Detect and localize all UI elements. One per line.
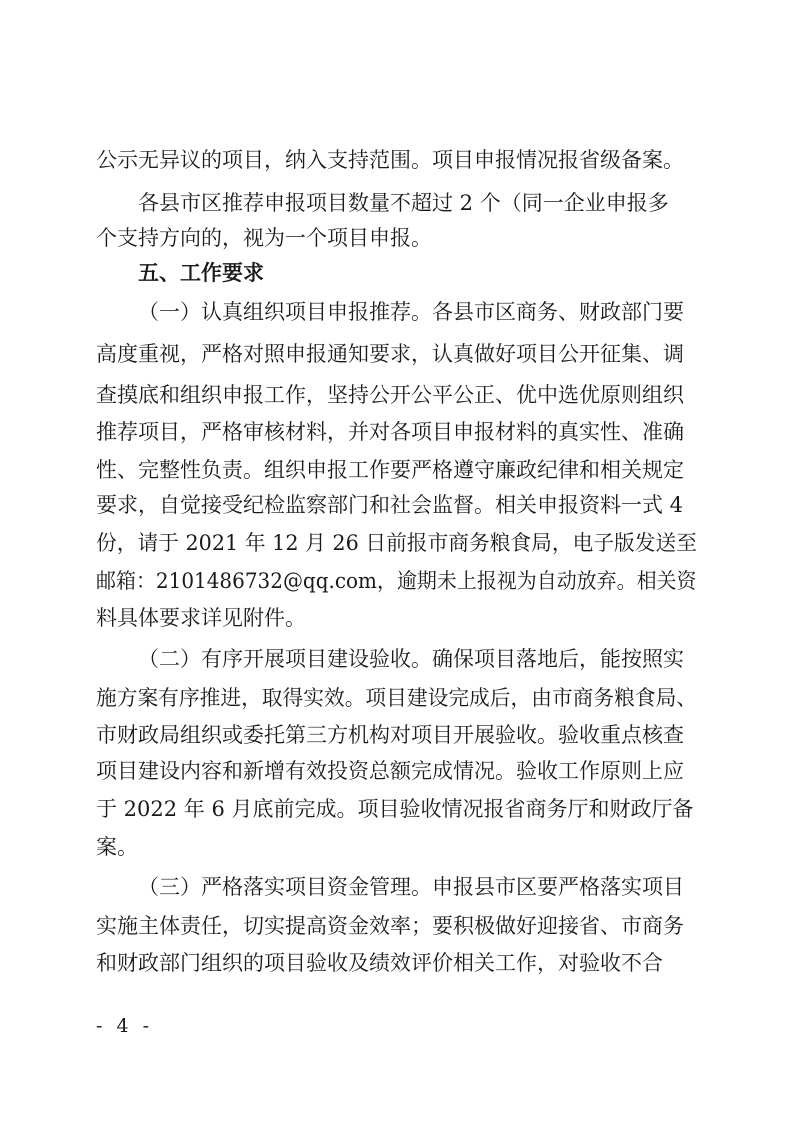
text-line-13: 料具体要求详见附件。 [96, 606, 306, 630]
email-line: 邮箱：2101486732@qq.com，逾期未上报视为自动放弃。相关资 [96, 569, 697, 593]
text-line-10: 要求，自觉接受纪检监察部门和社会监督。相关申报资料一式 4 [96, 493, 684, 517]
text-line-6: 高度重视，严格对照申报通知要求，认真做好项目公开征集、调 [96, 342, 684, 366]
text-line-17: 项目建设内容和新增有效投资总额完成情况。验收工作原则上应 [96, 759, 684, 783]
text-line-3: 个支持方向的，视为一个项目申报。 [96, 226, 432, 250]
text-line-9: 性、完整性负责。组织申报工作要严格遵守廉政纪律和相关规定 [96, 458, 684, 482]
text-line-21: 实施主体责任，切实提高资金效率；要积极做好迎接省、市商务 [96, 914, 684, 938]
text-line-2: 各县市区推荐申报项目数量不超过 2 个（同一企业申报多 [138, 191, 669, 215]
text-line-20: （三）严格落实项目资金管理。申报县市区要严格落实项目 [138, 875, 684, 899]
text-line-18: 于 2022 年 6 月底前完成。项目验收情况报省商务厅和财政厅备 [96, 797, 694, 821]
text-line-1: 公示无异议的项目，纳入支持范围。项目申报情况报省级备案。 [96, 148, 684, 172]
text-line-11: 份，请于 2021 年 12 月 26 日前报市商务粮食局，电子版发送至 [96, 531, 697, 555]
text-line-8: 推荐项目，严格审核材料，并对各项目申报材料的真实性、准确 [96, 420, 684, 444]
text-line-16: 市财政局组织或委托第三方机构对项目开展验收。验收重点核查 [96, 723, 684, 747]
section-heading: 五、工作要求 [138, 261, 264, 285]
text-line-19: 案。 [96, 835, 138, 859]
text-line-5: （一）认真组织项目申报推荐。各县市区商务、财政部门要 [138, 300, 684, 324]
text-line-15: 施方案有序推进，取得实效。项目建设完成后，由市商务粮食局、 [96, 686, 698, 710]
text-line-22: 和财政部门组织的项目验收及绩效评价相关工作，对验收不合 [96, 951, 663, 975]
text-line-14: （二）有序开展项目建设验收。确保项目落地后，能按照实 [138, 647, 684, 671]
text-line-7: 查摸底和组织申报工作，坚持公开公平公正、优中选优原则组织 [96, 383, 684, 407]
page-number: - 4 - [96, 1015, 154, 1037]
